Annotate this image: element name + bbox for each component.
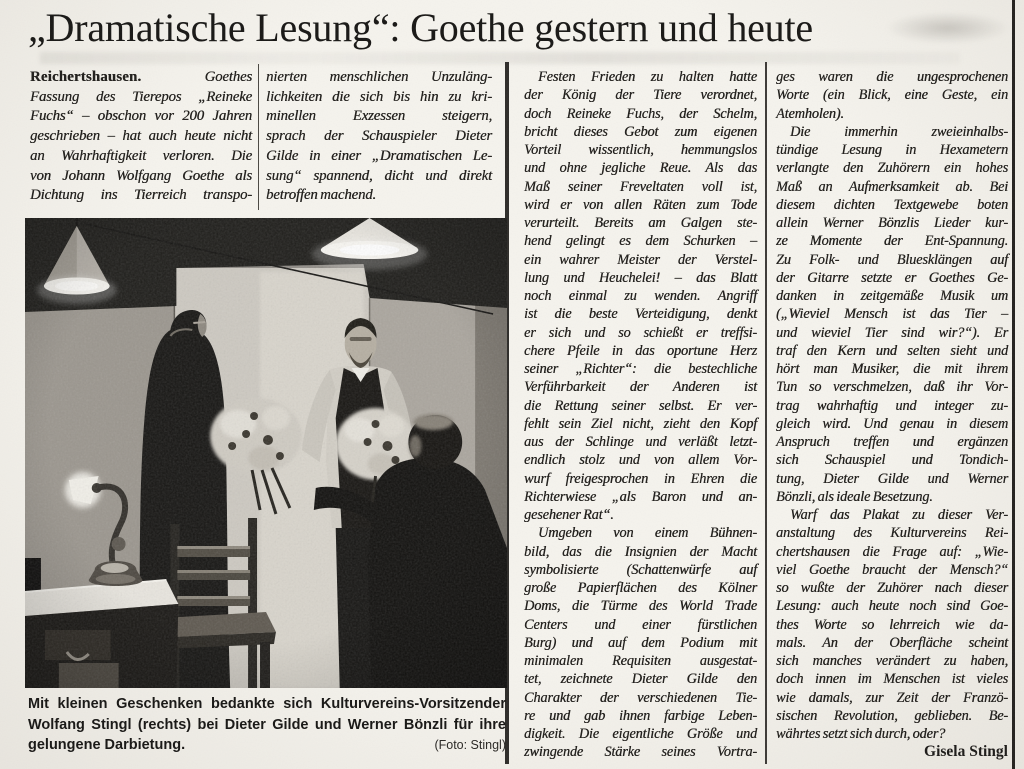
- text-line: an Wahrhaftigkeit verloren. Die: [30, 147, 252, 164]
- text-line: traf den Kern und selten sieht und: [776, 342, 1008, 359]
- text-line: allein Werner Bönzlis Lieder kur-: [776, 215, 1008, 231]
- text-line: hört man Musiker, die mit ihrem: [776, 361, 1008, 377]
- text-line: wird er von allen Räten zum Tode: [524, 196, 757, 213]
- text-line: Burg) und auf dem Podium mit: [524, 634, 757, 651]
- text-line: sung“ spannend, dicht und direkt: [266, 167, 492, 184]
- text-line: viel Goethe braucht der Mensch?“: [776, 561, 1008, 578]
- text-line: nierten menschlichen Unzuläng-: [266, 69, 492, 85]
- text-line: sprach der Schauspieler Dieter: [266, 128, 492, 145]
- text-line: tet, zeichnete Dieter Gilde den: [524, 671, 757, 688]
- photo-vignette: [25, 218, 507, 688]
- text-line: Maß seiner Freveltaten voll ist,: [524, 178, 757, 195]
- text-line: wie damals, zur Zeit der Franzö-: [776, 689, 1008, 706]
- text-span: Goethes: [204, 69, 252, 85]
- text-line: Umgeben von einem Bühnen-: [538, 525, 757, 542]
- text-line: hend gelingt es dem Schurken –: [524, 233, 757, 250]
- scan-smudge: [885, 12, 1010, 44]
- scan-edge-line: [1012, 0, 1015, 769]
- text-line: geschrieben – hat auch heute nicht: [30, 128, 252, 145]
- text-line: Charakter der verschiedenen Tie-: [524, 689, 757, 706]
- text-line: tung, Dieter Gilde und Werner: [776, 470, 1008, 487]
- text-line: Festen Frieden zu halten hatte: [538, 69, 757, 85]
- text-line: und ohne jegliche Reue. Als das: [524, 160, 757, 177]
- text-line: verlangte den Zuhörern ein hohes: [776, 160, 1008, 177]
- stage-photo-illustration: [25, 218, 507, 688]
- photo-credit: (Foto: Stingl): [434, 738, 506, 752]
- text-line: betroffen machend.: [266, 187, 376, 204]
- text-line: Vorteil wissentlich, hemmungslos: [524, 142, 757, 158]
- text-line: diesem dichten Textgewebe boten: [776, 196, 1008, 213]
- text-line: symbolisierte (Schattenwürfe auf: [524, 561, 757, 578]
- text-line: Verführbarkeit der Anderen ist: [524, 379, 757, 396]
- text-line: so wußte der Zuhörer nach dieser: [776, 580, 1008, 596]
- text-line: Fassung des Tierepos „Reineke: [30, 88, 252, 105]
- text-line: Dichtung ins Tierreich transpo-: [30, 187, 252, 204]
- text-line: währtes setzt sich durch, oder?: [776, 726, 946, 742]
- text-line: ges waren die ungesprochenen: [776, 69, 1008, 85]
- text-line: Anspruch treffen und ergänzen: [776, 434, 1008, 450]
- text-line: trag wahrhaftig und integer zu-: [776, 397, 1008, 414]
- text-line: lung und Heuchelei! – das Blatt: [524, 269, 757, 286]
- text-line: Gilde in einer „Dramatischen Le-: [266, 147, 492, 164]
- text-line: Bönzli, als ideale Besetzung.: [776, 488, 933, 505]
- text-line: große Papierflächen des Kölner: [524, 580, 757, 596]
- text-line: von Johann Wolfgang Goethe als: [30, 167, 252, 184]
- text-line: sischen Revolution, geblieben. Be-: [776, 707, 1008, 724]
- text-line: tündige Lesung in Hexametern: [776, 142, 1008, 158]
- text-line: die Rettung seiner selbst. Er ver-: [524, 397, 757, 414]
- text-line: minimalen Requisiten ausgestat-: [524, 653, 757, 669]
- text-line: sich Schauspiel und Tondich-: [776, 452, 1008, 469]
- text-line: wurf freigesprochen in Ehren die: [524, 470, 757, 487]
- text-line: Fuchs“ – obschon vor 200 Jahren: [30, 108, 252, 125]
- text-line: re und gab ihnen farbige Leben-: [524, 707, 757, 724]
- text-line: verurteilt. Bereits am Galgen ste-: [524, 215, 757, 231]
- text-line: lichkeiten die sich bis hin zu kri-: [266, 88, 492, 105]
- text-line: digkeit. Die eigentliche Größe und: [524, 726, 757, 742]
- column-4: [776, 68, 1008, 743]
- headline: „Dramatische Lesung“: Goethe gestern und heute: [28, 5, 813, 50]
- text-line: bricht dieses Gebot zum eigenen: [524, 123, 757, 140]
- column-3: [524, 68, 757, 762]
- text-line: Zu Folk- und Bluesklängen auf: [776, 251, 1008, 268]
- column-2: [266, 68, 492, 206]
- text-line: ze Momente der Ent-Spannung.: [776, 233, 1008, 250]
- text-line: danken in zeitgemäße Musik um: [776, 288, 1008, 304]
- column-divider: [258, 64, 259, 210]
- text-line: Lesung: auch heute noch sind Goe-: [776, 598, 1008, 615]
- text-line: Tun so verschmelzen, daß ihr Vor-: [776, 379, 1008, 396]
- caption-last-line: [28, 735, 506, 756]
- text-line: chertshausen die Frage auf: „Wie-: [776, 543, 1008, 560]
- text-line: chere Pfeile in das oportune Herz: [524, 342, 757, 359]
- text-line: mals. An der Oberfläche scheint: [776, 634, 1008, 651]
- caption-lines: [28, 694, 506, 735]
- text-line: der König der Tiere verordnet,: [524, 87, 757, 104]
- byline: Gisela Stingl: [924, 743, 1008, 760]
- text-line: Die immerhin zweieinhalbs-: [790, 123, 1008, 140]
- text-line: gesehener Rat“.: [524, 507, 614, 523]
- text-line: fehlt sein Ziel nicht, zieht den Kopf: [524, 415, 757, 432]
- photo-caption: [28, 694, 506, 756]
- text-line: ein wahrer Meister der Verstel-: [524, 251, 757, 268]
- text-line: („Wieviel Mensch ist das Tier –: [776, 306, 1008, 323]
- stage-photo: [25, 218, 507, 688]
- text-line: noch einmal zu wenden. Angriff: [524, 288, 757, 304]
- text-line: anstaltung des Kulturvereins Rei-: [776, 525, 1008, 542]
- text-line: Richterwiese „als Baron und an-: [524, 488, 757, 505]
- text-line: minellen Exzessen steigern,: [266, 108, 492, 125]
- text-line: zwingende Stärke seines Vortra-: [524, 744, 757, 761]
- dateline: Reichertshausen.: [30, 69, 142, 85]
- text-line: doch Reineke Fuchs, der Schelm,: [524, 105, 757, 122]
- text-line: sich manches verändert zu haben,: [776, 653, 1008, 669]
- column-divider: [765, 62, 767, 764]
- text-line: endlich stolz und von allem Vor-: [524, 452, 757, 469]
- text-line: gleich wird. Und genau in diesem: [776, 415, 1008, 432]
- text-line: er sich und so schießt er treffsi-: [524, 324, 757, 341]
- caption-text: gelungene Darbietung.: [28, 737, 186, 753]
- text-line: Mit kleinen Geschenken bedankte sich Kulturvereins-Vorsitzender: [28, 696, 506, 712]
- text-line: Maß an Aufmerksamkeit ab. Bei: [776, 178, 1008, 195]
- text-line: Warf das Plakat zu dieser Ver-: [790, 507, 1008, 523]
- text-line: Wolfang Stingl (rechts) bei Dieter Gilde und Werner Bönzli für ihre: [28, 716, 506, 733]
- column-1: [30, 68, 252, 206]
- text-line: Worte (ein Blick, eine Geste, ein: [776, 87, 1008, 104]
- scan-smudge: [40, 52, 960, 64]
- text-line: Centers und einer fürstlichen: [524, 616, 757, 633]
- text-line: Atemholen).: [776, 105, 844, 122]
- text-line: aus der Schlinge und verläßt letzt-: [524, 434, 757, 450]
- text-line: Doms, die Türme des World Trade: [524, 598, 757, 615]
- text-line: der Gitarre setzte er Goethes Ge-: [776, 269, 1008, 286]
- text-line: doch innen im Menschen ist vieles: [776, 671, 1008, 688]
- text-line: seiner „Richter“: die bestechliche: [524, 361, 757, 377]
- text-line: [30, 68, 252, 88]
- text-line: bild, das die Insignien der Macht: [524, 543, 757, 560]
- text-line: thes Worte so lehrreich wie da-: [776, 616, 1008, 633]
- text-line: und wieviel Tier sind wir?“). Er: [776, 324, 1008, 341]
- text-line: ist die beste Verteidigung, denkt: [524, 306, 757, 323]
